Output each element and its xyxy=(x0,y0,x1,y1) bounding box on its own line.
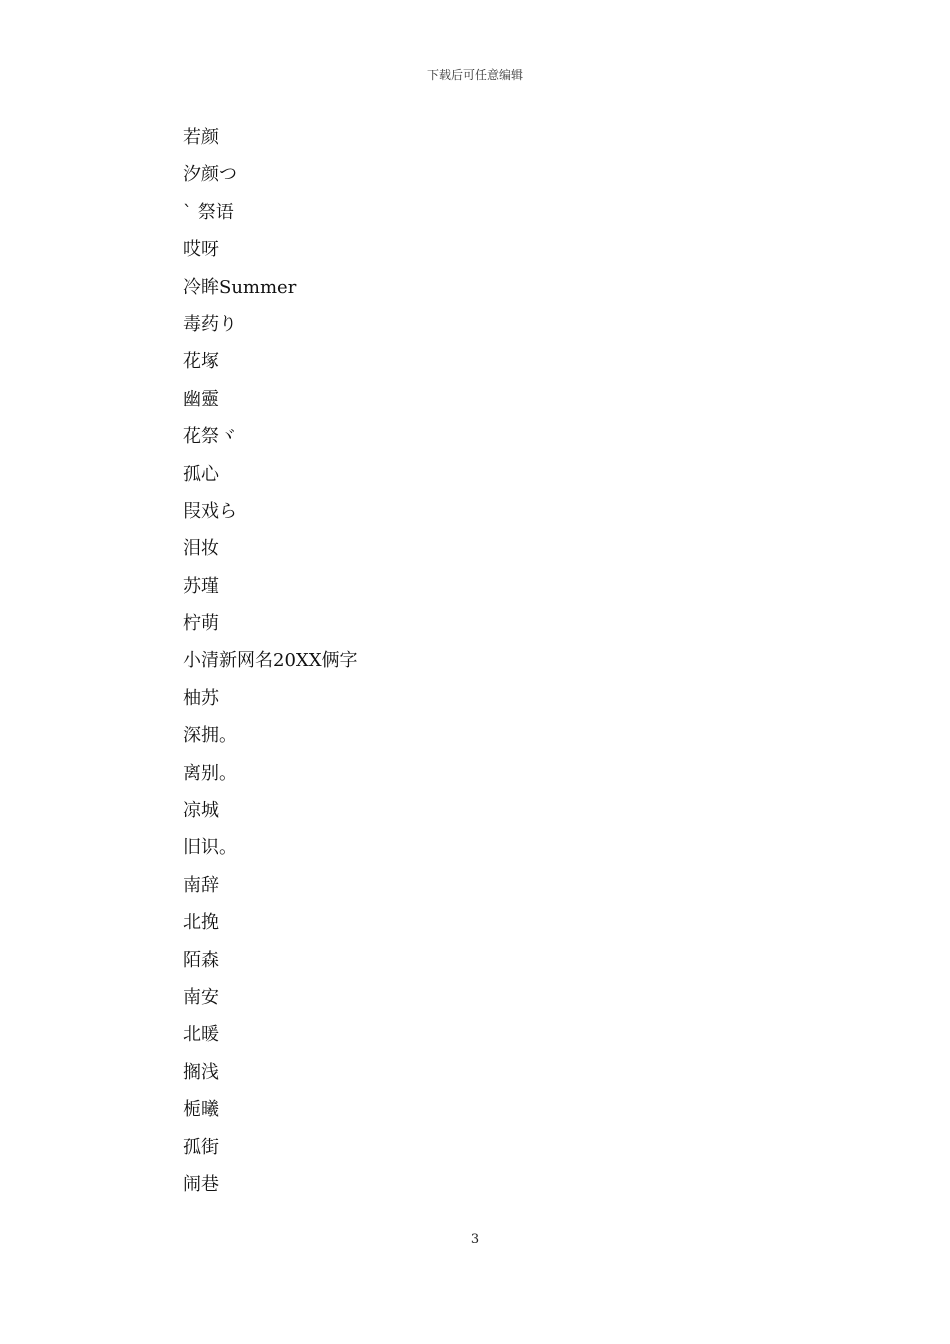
list-item: 柚苏 xyxy=(183,687,219,709)
list-item: 哎呀 xyxy=(183,239,219,261)
list-item: 汐颜つ xyxy=(183,164,237,186)
list-item: 凉城 xyxy=(183,800,219,822)
list-item: 幽靈 xyxy=(183,388,219,410)
list-item: 陌森 xyxy=(183,949,219,971)
list-item: 叚戏ら xyxy=(183,500,237,522)
list-item: 孤心 xyxy=(183,463,219,485)
list-item: 毒药り xyxy=(183,313,237,335)
page-number: 3 xyxy=(470,1232,480,1247)
list-item: 北暖 xyxy=(183,1024,219,1046)
list-item: 搁浅 xyxy=(183,1061,219,1083)
list-item: 南安 xyxy=(183,986,219,1008)
list-item: 离别。 xyxy=(183,762,237,784)
list-item: 闹巷 xyxy=(183,1173,219,1195)
list-item: 苏瑾 xyxy=(183,575,219,597)
list-item: 冷眸Summer xyxy=(183,276,297,298)
list-item: 若颜 xyxy=(183,127,219,148)
list-item: 泪妆 xyxy=(183,538,219,560)
list-item: 栀曦 xyxy=(183,1099,219,1121)
list-item: 花祭ヾ xyxy=(183,426,237,448)
list-item: 深拥。 xyxy=(183,725,237,747)
list-item: 北挽 xyxy=(183,912,219,934)
list-item: 南辞 xyxy=(183,874,219,896)
list-item: 花塚 xyxy=(183,351,219,373)
list-item: ` 祭语 xyxy=(183,201,234,223)
list-item: 旧识。 xyxy=(183,837,237,859)
name-list xyxy=(183,125,358,1209)
page-header: 下载后可任意编辑 xyxy=(426,68,523,82)
list-item: 孤街 xyxy=(183,1136,219,1158)
list-item: 柠萌 xyxy=(183,613,219,635)
section-heading: 小清新网名20XX俩字 xyxy=(183,650,358,672)
